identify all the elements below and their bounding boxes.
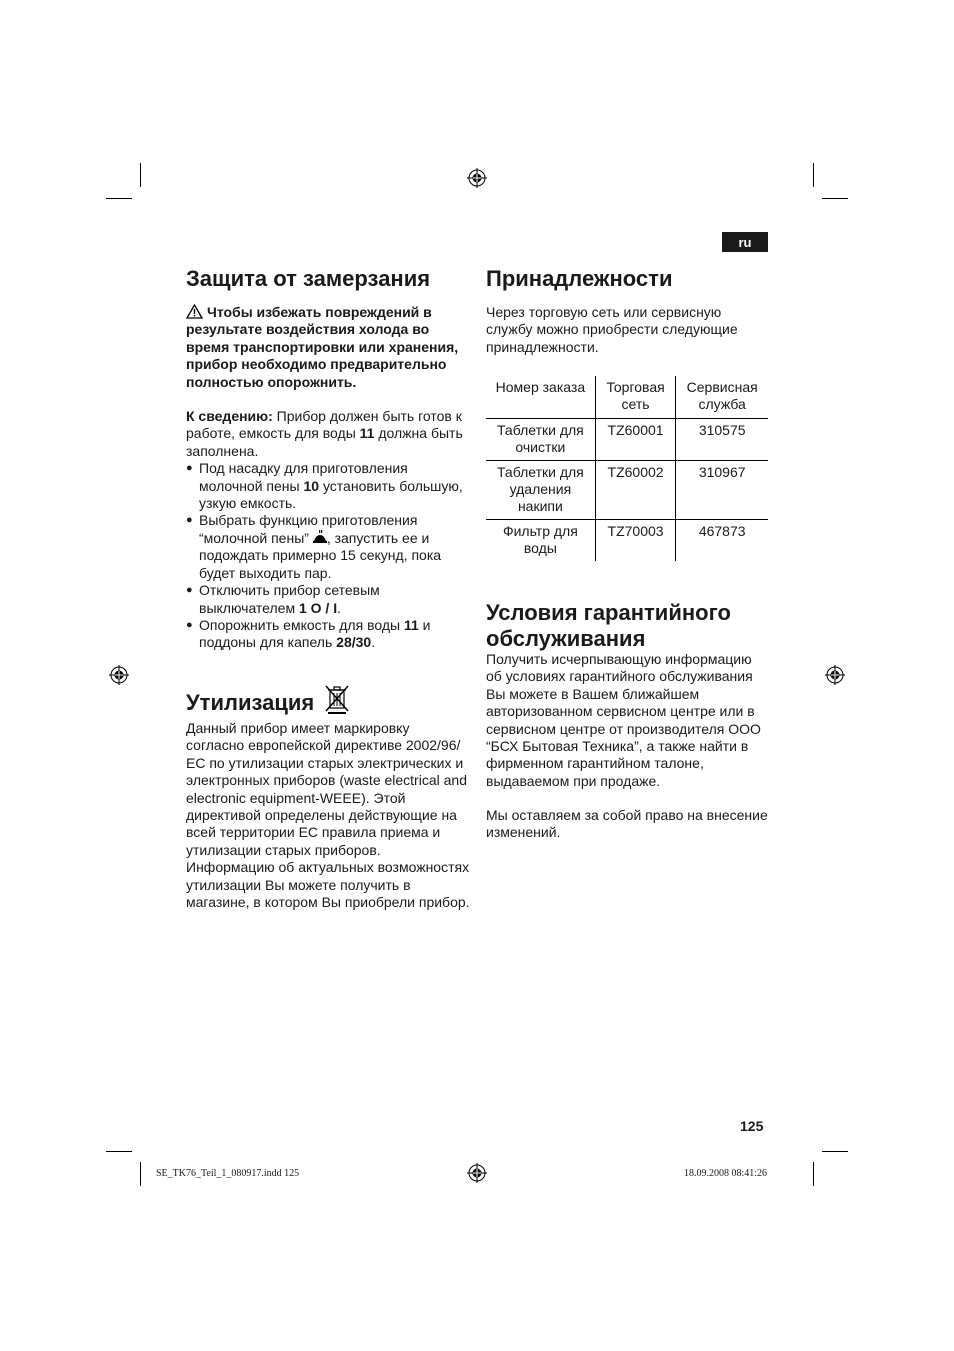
crop-mark [106,1151,132,1152]
registration-mark-icon [825,665,845,685]
disposal-text: Данный прибор имеет маркировку согласно европейской директиве 2002/96/ЕС по утилизации старых электрических и электронных приборов (waste electrical and electronic equipment-WEEE). Этой директивой определены действующие на всей территории ЕС правила приема и утилизации старых приборов. Информацию об актуальных возможностях утилизации Вы можете получить в магазине, в котором Вы приобрели прибор. [186,720,470,911]
note-text: должна быть заполнена. [186,425,463,459]
milk-foam-icon [313,530,327,544]
registration-mark-icon [109,665,129,685]
table-cell: TZ60002 [595,460,676,519]
list-item: ● Отключить прибор сетевым выключателем 1 O / I. [186,582,470,617]
weee-crossed-bin-icon [324,684,350,714]
crop-mark [822,1151,848,1152]
registration-mark-icon [467,1163,487,1183]
list-item: ● Опорожнить емкость для воды 11 и поддоны для капель 28/30. [186,617,470,652]
accessories-intro: Через торговую сеть или сервисную службу можно приобрести следующие принадлежности. [486,304,738,355]
warranty-title: Условия гарантийного обслуживания [486,600,731,651]
crop-mark [813,163,814,187]
table-cell: 310967 [676,460,768,519]
warranty-reserve: Мы оставляем за собой право на внесение изменений. [486,807,768,841]
language-tab: ru [722,232,768,252]
crop-mark [140,163,141,187]
table-header-row [486,376,768,418]
frost-note [186,408,470,460]
part-number: 10 [303,477,320,494]
frost-steps-list [186,460,470,651]
table-row [486,519,768,560]
table-cell: Таблетки для удаления накипи [486,460,595,519]
accessories-title: Принадлежности [486,266,673,291]
frost-warning-text: Чтобы избежать повреждений в результате воздействия холода во время транспортировки или хранения, прибор необходимо предварительно полностью опорожнить. [186,304,459,390]
frost-warning [186,304,470,391]
table-cell: Фильтр для воды [502,522,578,557]
registration-mark-icon [467,168,487,188]
table-cell: Таблетки для очистки [486,418,595,460]
part-number: 11 [403,616,419,633]
crop-mark [140,1162,141,1186]
table-header-cell: Сервисная служба [676,376,768,418]
table-cell: 467873 [676,519,768,560]
accessories-table [486,376,768,561]
table-cell: TZ60001 [595,418,676,460]
note-label: К сведению: [186,408,273,425]
frost-protection-body [186,304,470,652]
table-row [486,418,768,460]
table-cell: 310575 [676,418,768,460]
warranty-text: Получить исчерпывающую информацию об условиях гарантийного обслуживания Вы можете в Вашем ближайшем авторизованном сервисном центре или в сервисном центре от производителя ООО “БСХ Бытовая Техника”, а также найти в фирменном гарантийном талоне, выдаваемом при продаже. [486,651,761,789]
page-number: 125 [740,1118,764,1134]
table-header-cell: Торговая сеть [595,376,676,418]
disposal-title-text: Утилизация [186,690,315,715]
list-item: ● Под насадку для приготовления молочной пены 10 установить большую, узкую емкость. [186,460,470,512]
part-number: 28/30 [336,634,372,651]
table-cell: TZ70003 [595,519,676,560]
part-number: 11 [359,425,375,442]
warning-triangle-icon [186,304,203,319]
list-item: ● Выбрать функцию приготовления “молочной пены” , запустить ее и подождать примерно 15 секунд, пока будет выходить пар. [186,512,470,582]
note-text: Прибор должен быть готов к работе, емкость для воды [186,408,462,442]
table-header-cell: Номер заказа [486,376,595,418]
crop-mark [822,198,848,199]
slug-datetime: 18.09.2008 08:41:26 [684,1168,768,1179]
frost-protection-title: Защита от замерзания [186,266,431,291]
table-row [486,460,768,519]
switch-label: 1 O / I [298,599,338,616]
slug-file: SE_TK76_Teil_1_080917.indd 125 [156,1168,300,1179]
disposal-title [186,684,350,716]
crop-mark [106,198,132,199]
crop-mark [813,1162,814,1186]
